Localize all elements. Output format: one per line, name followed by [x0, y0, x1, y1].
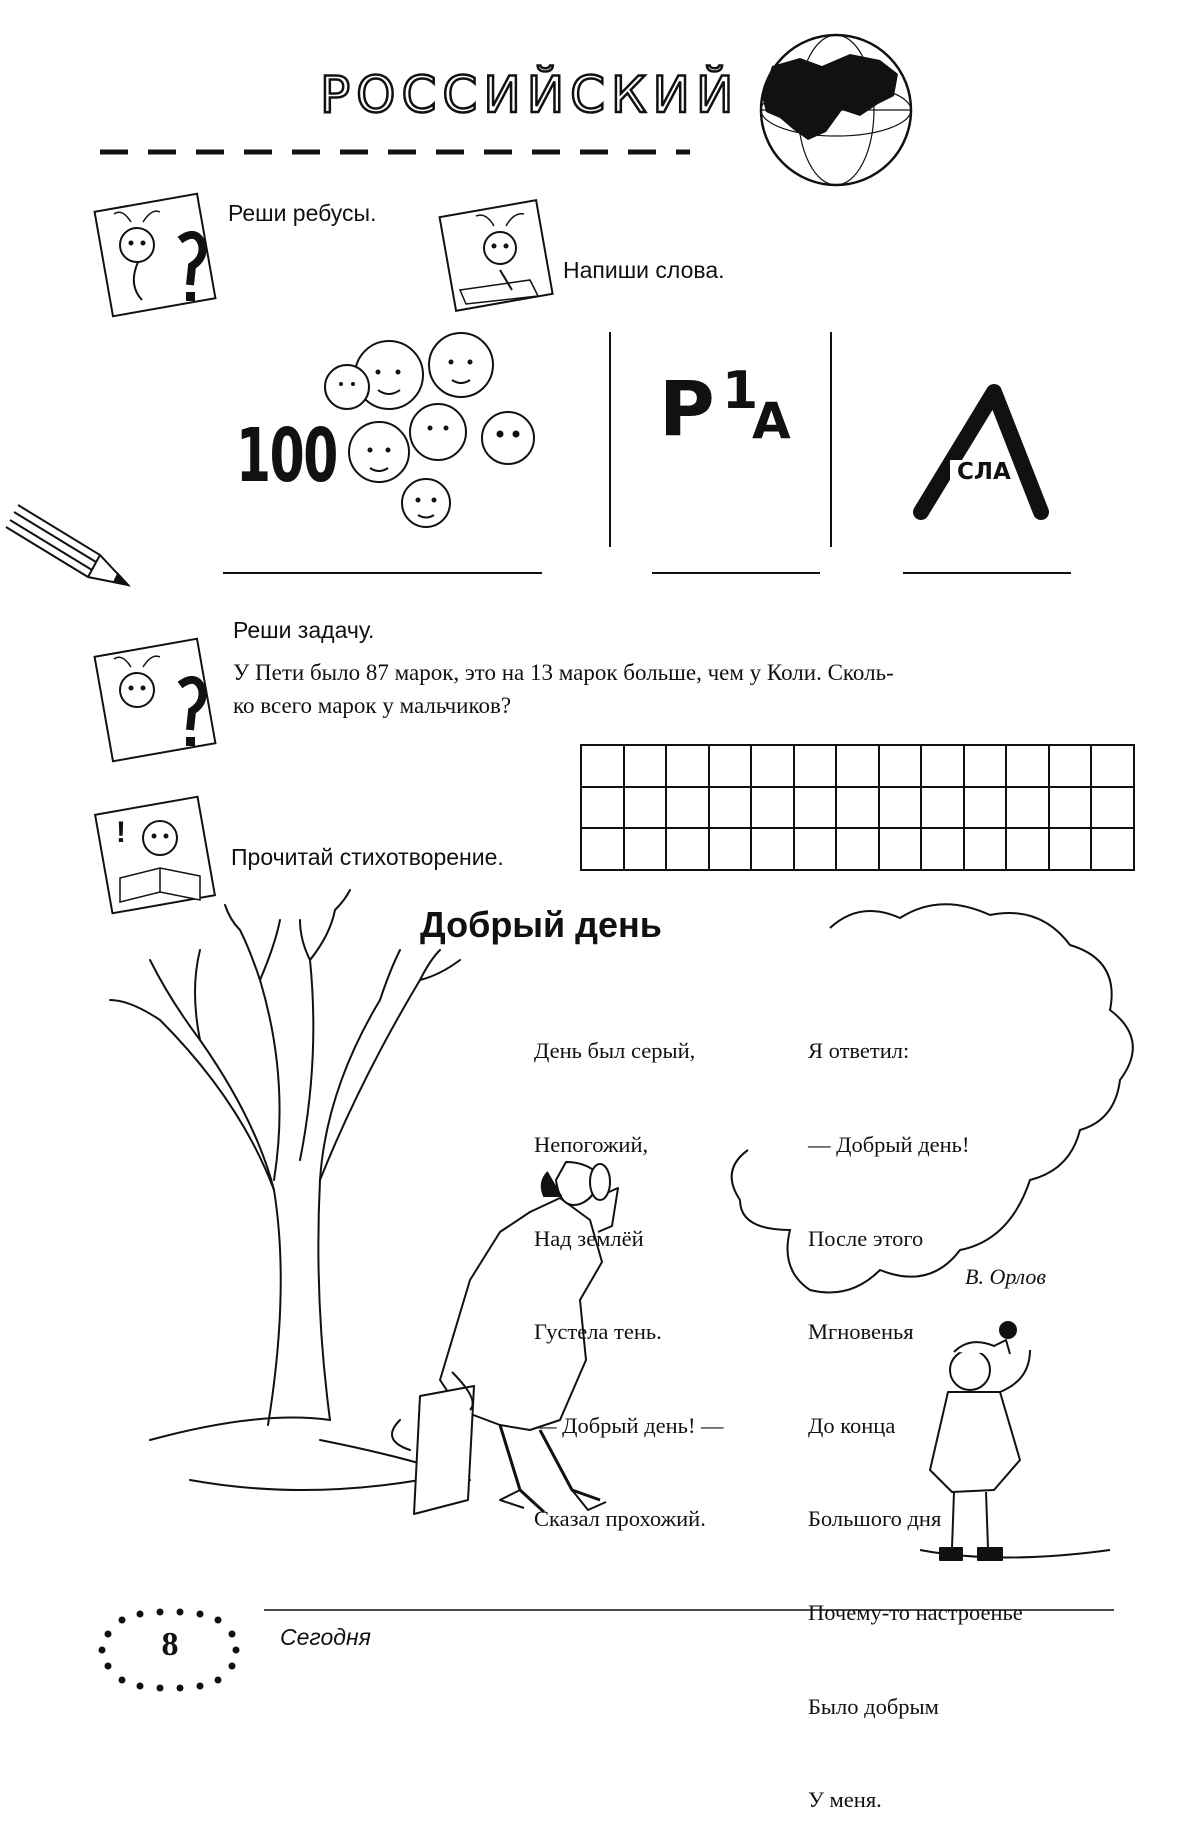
rebus-instruction: Реши ребусы.	[228, 200, 377, 226]
poem-line: Непогожий,	[534, 1132, 649, 1158]
poem-author: В. Орлов	[965, 1264, 1046, 1289]
poem-line: Большого дня	[808, 1506, 942, 1532]
poem-line: — Добрый день!	[808, 1132, 970, 1158]
poem-line: Густела тень.	[534, 1319, 662, 1345]
page-number: 8	[161, 1626, 179, 1663]
task-instruction: Реши задачу.	[233, 617, 375, 643]
poem-line: Мгновенья	[808, 1319, 914, 1345]
poem-line: Я ответил:	[808, 1038, 910, 1064]
rebus2-digit: 1	[722, 361, 759, 421]
poem-line: После этого	[808, 1225, 924, 1251]
rebus1-number: 100	[236, 413, 337, 499]
poem-stanza-left	[534, 973, 724, 1566]
rebus3-inner-text: СЛА	[957, 459, 1011, 485]
poem-line: Сказал прохожий.	[534, 1506, 706, 1532]
tree-drawing	[110, 890, 470, 1490]
rebus2-letter: Р	[659, 364, 715, 453]
poem-line: — Добрый день! —	[534, 1412, 724, 1438]
poem-line: Над землёй	[534, 1225, 644, 1251]
poem-line: День был серый,	[534, 1038, 696, 1064]
rebus2-small-letter: А	[752, 392, 791, 450]
poem-stanza-right	[808, 973, 1023, 1847]
task-problem-text: У Пети было 87 марок, это на 13 марок больше, чем у Коли. Сколь- ко всего марок у мальчиков?	[233, 660, 894, 718]
poem-line: Почему-то настроенье	[808, 1600, 1023, 1626]
poem-title: Добрый день	[420, 904, 662, 945]
svg-text:!: !	[116, 816, 126, 849]
poem-instruction: Прочитай стихотворение.	[231, 844, 504, 870]
poem-line: Было добрым	[808, 1693, 939, 1719]
write-words-instruction: Напиши слова.	[563, 257, 725, 283]
page-header-title: РОССИЙСКИЙ	[320, 66, 740, 124]
today-label: Сегодня	[280, 1624, 371, 1650]
poem-line: У меня.	[808, 1787, 882, 1813]
poem-line: До конца	[808, 1412, 896, 1438]
